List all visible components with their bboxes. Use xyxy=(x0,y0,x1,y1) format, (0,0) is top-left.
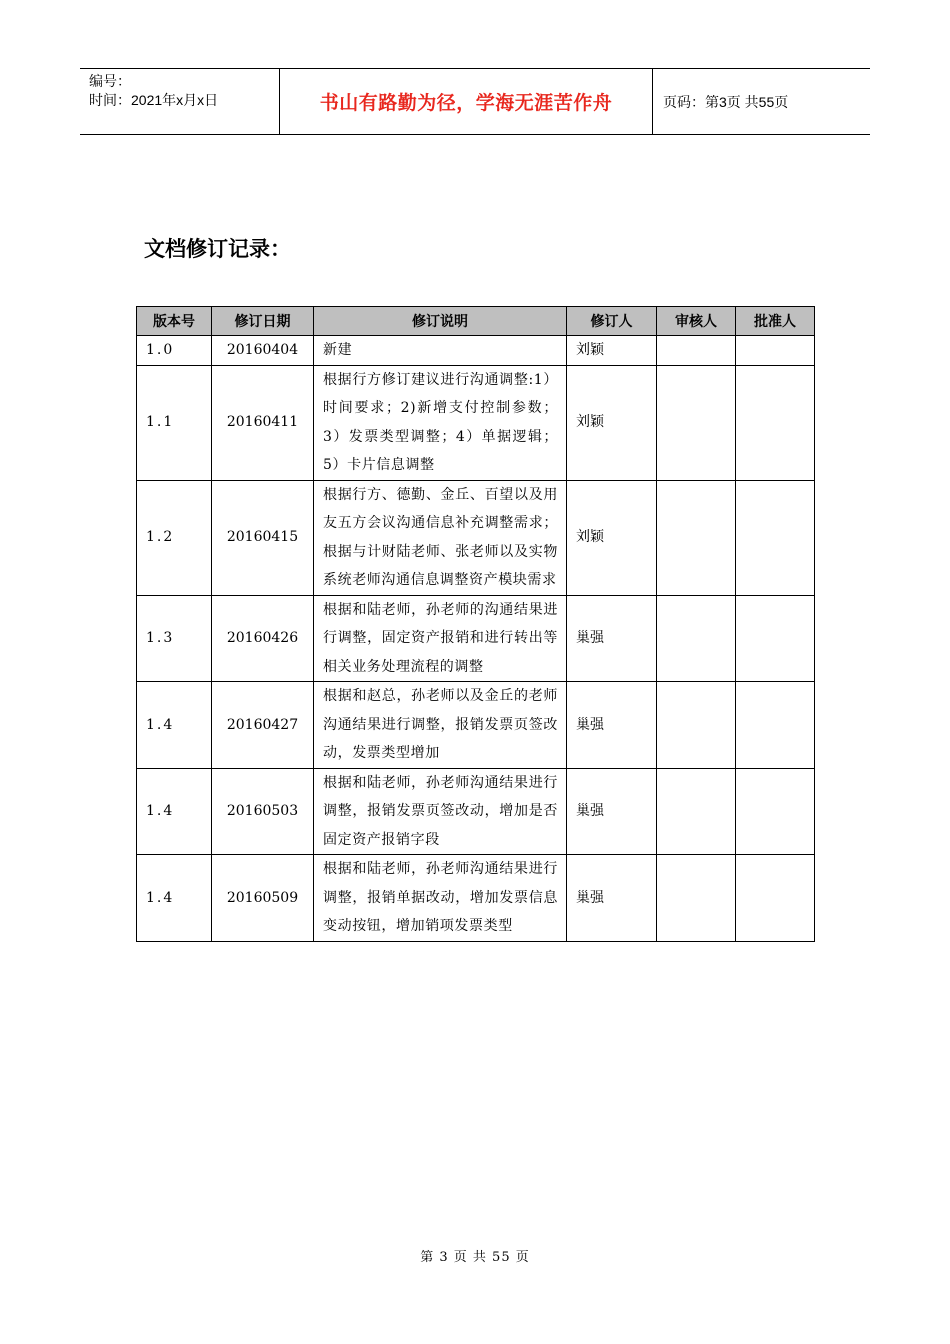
table-row xyxy=(137,480,815,595)
cell-reviewer xyxy=(657,336,736,366)
cell-author: 刘颖 xyxy=(567,336,657,366)
cell-date: 20160426 xyxy=(212,595,314,682)
table-row xyxy=(137,682,815,769)
cell-approver xyxy=(736,682,815,769)
cell-date: 20160411 xyxy=(212,365,314,480)
document-time-label: 时间：2021年x月x日 xyxy=(89,92,219,108)
table-row xyxy=(137,768,815,855)
table-row xyxy=(137,595,815,682)
cell-version: 1.0 xyxy=(137,336,212,366)
cell-version: 1.4 xyxy=(137,855,212,942)
document-number-label: 编号： xyxy=(89,73,131,89)
cell-version: 1.4 xyxy=(137,768,212,855)
cell-reviewer xyxy=(657,768,736,855)
cell-version: 1.3 xyxy=(137,595,212,682)
cell-description: 根据行方、德勤、金丘、百望以及用友五方会议沟通信息补充调整需求；根据与计财陆老师、张老师以及实物系统老师沟通信息调整资产模块需求 xyxy=(314,480,567,595)
table-row xyxy=(137,365,815,480)
cell-author: 刘颖 xyxy=(567,480,657,595)
cell-description: 根据和陆老师，孙老师的沟通结果进行调整，固定资产报销和进行转出等相关业务处理流程的调整 xyxy=(314,595,567,682)
cell-reviewer xyxy=(657,365,736,480)
cell-description: 根据行方修订建议进行沟通调整:1）时间要求；2)新增支付控制参数；3）发票类型调整；4）单据逻辑；5）卡片信息调整 xyxy=(314,365,567,480)
header-page-info: 页码：第3页 共55页 xyxy=(663,93,789,110)
cell-approver xyxy=(736,336,815,366)
cell-author: 巢强 xyxy=(567,682,657,769)
cell-description: 根据和赵总，孙老师以及金丘的老师沟通结果进行调整，报销发票页签改动，发票类型增加 xyxy=(314,682,567,769)
page-footer: 第 3 页 共 55 页 xyxy=(420,1250,530,1265)
page-header xyxy=(80,68,870,135)
cell-description: 根据和陆老师，孙老师沟通结果进行调整，报销单据改动，增加发票信息变动按钮，增加销项发票类型 xyxy=(314,855,567,942)
cell-reviewer xyxy=(657,682,736,769)
cell-date: 20160415 xyxy=(212,480,314,595)
table-row xyxy=(137,855,815,942)
cell-date: 20160503 xyxy=(212,768,314,855)
cell-version: 1.1 xyxy=(137,365,212,480)
cell-author: 巢强 xyxy=(567,595,657,682)
table-row xyxy=(137,336,815,366)
cell-date: 20160509 xyxy=(212,855,314,942)
cell-reviewer xyxy=(657,595,736,682)
revision-table xyxy=(136,306,815,942)
cell-date: 20160404 xyxy=(212,336,314,366)
cell-approver xyxy=(736,768,815,855)
header-motto: 书山有路勤为径，学海无涯苦作舟 xyxy=(280,69,653,134)
header-description: 修订说明 xyxy=(314,307,567,336)
cell-reviewer xyxy=(657,855,736,942)
cell-approver xyxy=(736,365,815,480)
cell-reviewer xyxy=(657,480,736,595)
cell-approver xyxy=(736,480,815,595)
cell-description: 新建 xyxy=(314,336,567,366)
cell-author: 巢强 xyxy=(567,855,657,942)
cell-date: 20160427 xyxy=(212,682,314,769)
cell-version: 1.4 xyxy=(137,682,212,769)
cell-approver xyxy=(736,595,815,682)
header-author: 修订人 xyxy=(567,307,657,336)
header-meta xyxy=(80,69,280,134)
cell-version: 1.2 xyxy=(137,480,212,595)
header-date: 修订日期 xyxy=(212,307,314,336)
cell-description: 根据和陆老师，孙老师沟通结果进行调整，报销发票页签改动，增加是否固定资产报销字段 xyxy=(314,768,567,855)
header-version: 版本号 xyxy=(137,307,212,336)
cell-approver xyxy=(736,855,815,942)
header-approver: 批准人 xyxy=(736,307,815,336)
cell-author: 巢强 xyxy=(567,768,657,855)
cell-author: 刘颖 xyxy=(567,365,657,480)
document-title: 文档修订记录： xyxy=(144,237,291,261)
header-reviewer: 审核人 xyxy=(657,307,736,336)
table-header-row xyxy=(137,307,815,336)
